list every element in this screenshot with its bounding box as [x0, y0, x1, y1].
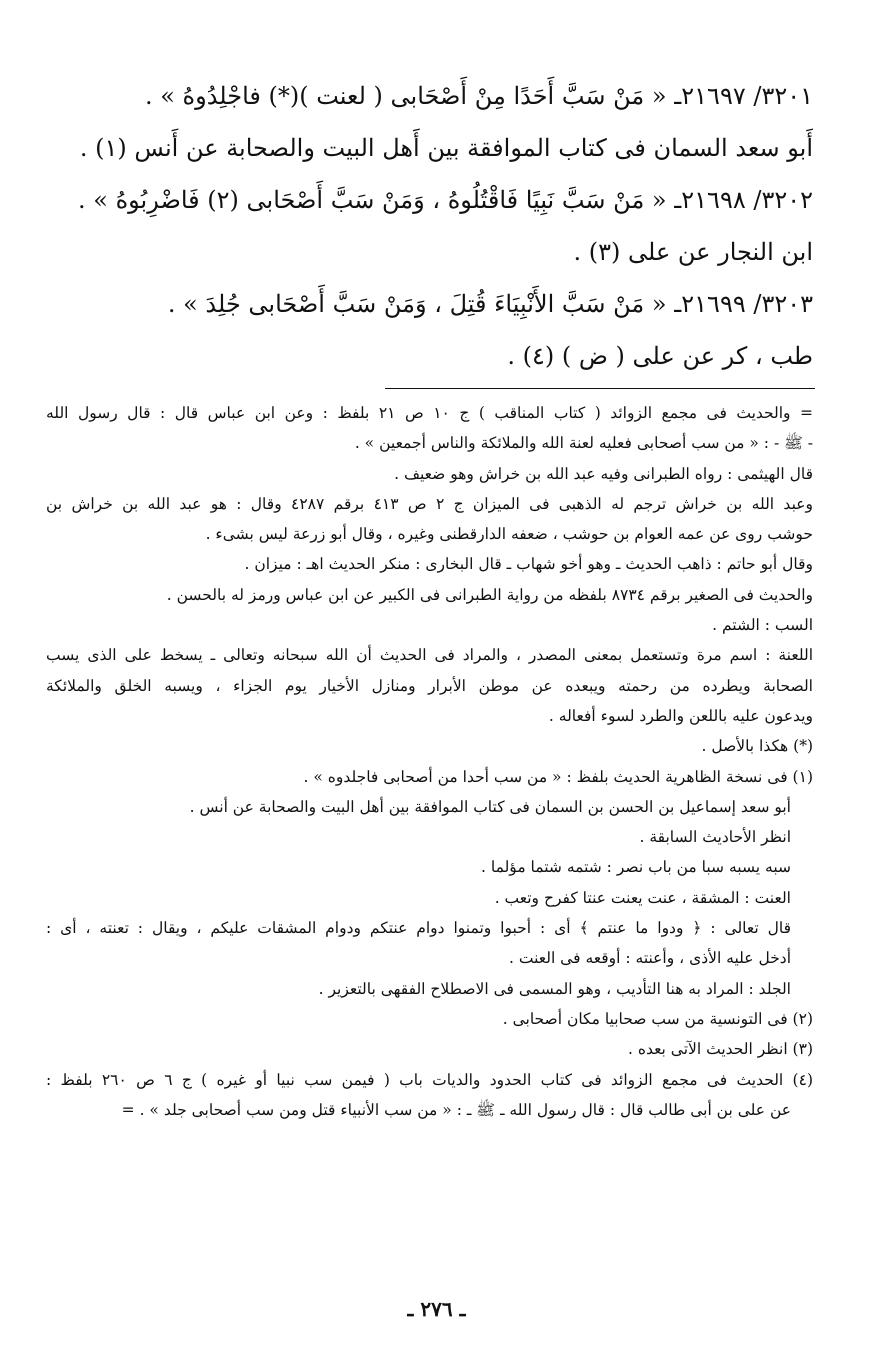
footnote-line: والحديث فى الصغير برقم ٨٧٣٤ بلفظه من رواية الطبرانى فى الكبير عن ابن عباس ورمز له بالحسن . — [166, 585, 813, 604]
footnote-line: عن على بن أبى طالب قال : قال رسول الله ـ ﷺ ـ : « من سب الأنبياء قتل ومن سب أصحابى جلد » . = — [121, 1100, 791, 1119]
footnote-line: وقال أبو حاتم : ذاهب الحديث ـ وهو أخو شهاب ـ قال البخارى : منكر الحديث اهـ : ميزان . — [244, 555, 813, 574]
footnote-line: انظر الأحاديث السابقة . — [639, 828, 791, 847]
footnote-line: (٢) فى التونسية من سب صحابيا مكان أصحابى . — [502, 1009, 813, 1028]
footnote-line: وعبد الله بن خراش ترجم له الذهبى فى الميزان ج ٢ ص ٤١٣ برقم ٤٢٨٧ وقال : هو عبد الله بن خراش بن — [46, 494, 813, 513]
footnote-line: العنت : المشقة ، عنت يعنت عنتا كفرح وتعب . — [494, 888, 791, 907]
footnote-line: (١) فى نسخة الظاهرية الحديث بلفظ : « من سب أحدا من أصحابى فاجلدوه » . — [303, 767, 813, 786]
hadith-line: ٣٢٠٣/ ٢١٦٩٩ـ « مَنْ سَبَّ الأَنْبِيَاءَ قُتِلَ ، وَمَنْ سَبَّ أَصْحَابى جُلِدَ » . — [167, 290, 813, 318]
footnote-line: الجلد : المراد به هنا التأديب ، وهو المسمى فى الاصطلاح الفقهى بالتعزير . — [318, 979, 791, 998]
footnote-line: قال تعالى : ﴿ ودوا ما عنتم ﴾ أى : أحبوا وتمنوا دوام عنتكم ودوام المشقات عليكم ، ويقال : تعنته ، أى : — [46, 919, 791, 938]
footnotes-block — [46, 398, 813, 1125]
hadith-line: أَبو سعد السمان فى كتاب الموافقة بين أَهل البيت والصحابة عن أَنس (١) . — [79, 134, 813, 162]
hadith-line: طب ، كر عن على ( ض ) (٤) . — [507, 342, 813, 370]
footnote-line: حوشب روى عن عمه العوام بن حوشب ، ضعفه الدارقطنى وغيره ، وقال أبو زرعة ليس بشىء . — [205, 525, 813, 544]
footnote-line: (٣) انظر الحديث الآتى بعده . — [627, 1040, 813, 1059]
hadith-text-block — [40, 70, 813, 382]
footnote-line: ويدعون عليه باللعن والطرد لسوء أفعاله . — [548, 706, 813, 725]
footnote-line: قال الهيثمى : رواه الطبرانى وفيه عبد الله بن خراش وهو ضعيف . — [394, 464, 813, 483]
footnote-separator — [385, 388, 815, 389]
footnote-line: السب : الشتم . — [712, 616, 813, 635]
footnote-line: اللعنة : اسم مرة وتستعمل بمعنى المصدر ، والمراد فى الحديث أن الله سبحانه وتعالى ـ يسخط على الذى يسب — [46, 646, 813, 665]
footnote-line: = والحديث فى مجمع الزوائد ( كتاب المناقب ) ج ١٠ ص ٢١ بلفظ : وعن ابن عباس قال : قال رسول الله — [46, 404, 813, 422]
footnote-line: أبو سعد إسماعيل بن الحسن بن السمان فى كتاب الموافقة بين أهل البيت والصحابة عن أنس . — [189, 797, 791, 816]
footnote-line: (*) هكذا بالأصل . — [701, 737, 813, 756]
hadith-line: ٣٢٠١/ ٢١٦٩٧ـ « مَنْ سَبَّ أَحَدًا مِنْ أَصْحَابى ( لعنت )(*) فاجْلِدُوهُ » . — [144, 82, 813, 110]
footnote-line: - ﷺ - : « من سب أصحابى فعليه لعنة الله والملائكة والناس أجمعين » . — [354, 434, 813, 453]
footnote-line: أدخل عليه الأذى ، وأعنته : أوقعه فى العنت . — [509, 949, 791, 968]
footnote-line: (٤) الحديث فى مجمع الزوائد فى كتاب الحدود والديات باب ( فيمن سب نبيا أو غيره ) ج ٦ ص ٢٦٠ بلفظ : — [46, 1070, 813, 1089]
hadith-line: ٣٢٠٢/ ٢١٦٩٨ـ « مَنْ سَبَّ نَبِيًا فَاقْتُلُوهُ ، وَمَنْ سَبَّ أَصْحَابى (٢) فَاضْرِبُوهُ » . — [78, 186, 813, 214]
footnote-line: الصحابة ويطرده من رحمته ويبعده عن موطن الأبرار ومنازل الأخيار يوم الجزاء ، ويسبه الخلق والملائكة — [46, 676, 813, 695]
footnote-line: سبه يسبه سبا من باب نصر : شتمه شتما مؤلما . — [481, 858, 791, 877]
page-number: ـ ٢٧٦ ـ — [407, 1297, 466, 1321]
hadith-line: ابن النجار عن على (٣) . — [573, 238, 813, 266]
